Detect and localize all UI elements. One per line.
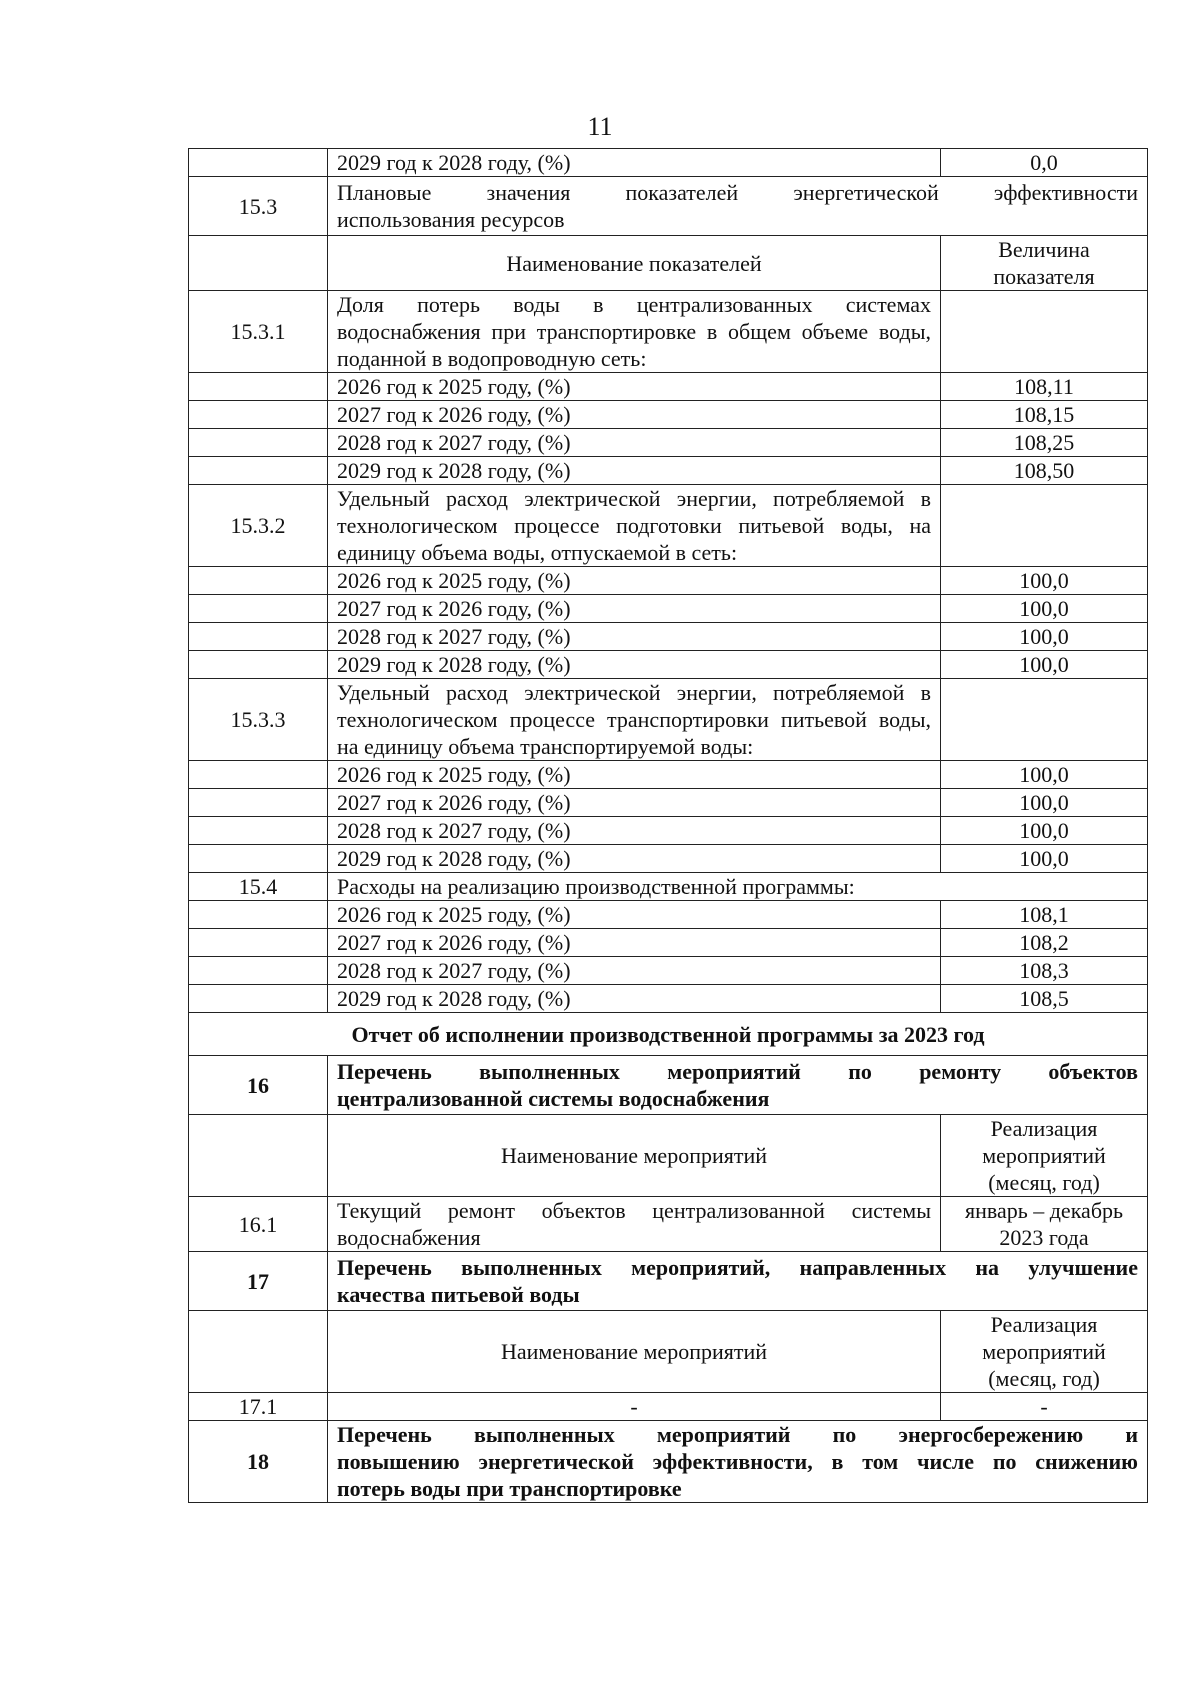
item-description: Доля потерь воды в централизованных системах водоснабжения при транспортировке в общем объеме воды, поданной в водопроводную сеть: xyxy=(328,291,941,373)
item-description: Удельный расход электрической энергии, потребляемой в технологическом процессе транспортировки питьевой воды, на единицу объема транспортируемой воды: xyxy=(328,679,941,761)
row-number: 17.1 xyxy=(189,1393,328,1421)
empty-cell xyxy=(189,1115,328,1197)
program-table xyxy=(188,148,1148,1503)
row-value: 0,0 xyxy=(941,149,1148,177)
table-row xyxy=(189,149,1148,177)
column-header-name: Наименование показателей xyxy=(328,236,941,291)
table-row xyxy=(189,401,1148,429)
row-label: 2029 год к 2028 году, (%) xyxy=(328,651,941,679)
table-row xyxy=(189,957,1148,985)
report-title-row xyxy=(189,1013,1148,1056)
empty-cell xyxy=(941,291,1148,373)
section-row-16 xyxy=(189,1056,1148,1115)
row-value: январь – декабрь 2023 года xyxy=(941,1197,1148,1252)
row-label: 2029 год к 2028 году, (%) xyxy=(328,149,941,177)
row-label: 2028 год к 2027 году, (%) xyxy=(328,623,941,651)
row-number: 16 xyxy=(189,1056,328,1115)
row-value: 108,5 xyxy=(941,985,1148,1013)
table-row xyxy=(189,651,1148,679)
empty-cell xyxy=(189,236,328,291)
row-value: 108,11 xyxy=(941,373,1148,401)
section-title xyxy=(328,1056,1148,1115)
section-title-line: повышению энергетической эффективности, в том числе по снижению xyxy=(337,1449,1138,1474)
table-row xyxy=(189,901,1148,929)
row-label: 2027 год к 2026 году, (%) xyxy=(328,595,941,623)
row-label: 2029 год к 2028 году, (%) xyxy=(328,985,941,1013)
row-value: 100,0 xyxy=(941,567,1148,595)
row-label: 2026 год к 2025 году, (%) xyxy=(328,567,941,595)
empty-cell xyxy=(189,429,328,457)
column-header-row xyxy=(189,1311,1148,1393)
row-value: 100,0 xyxy=(941,761,1148,789)
section-title xyxy=(328,177,1148,236)
row-value: 108,25 xyxy=(941,429,1148,457)
empty-cell xyxy=(189,651,328,679)
section-title-line: Перечень выполненных мероприятий по энергосбережению и xyxy=(337,1422,1138,1447)
column-header-row xyxy=(189,236,1148,291)
item-row-15-3-3 xyxy=(189,679,1148,761)
table-row xyxy=(189,985,1148,1013)
row-value: 100,0 xyxy=(941,595,1148,623)
column-header-name: Наименование мероприятий xyxy=(328,1311,941,1393)
empty-cell xyxy=(189,373,328,401)
row-value: 100,0 xyxy=(941,817,1148,845)
item-row-15-3-1 xyxy=(189,291,1148,373)
row-value: 100,0 xyxy=(941,623,1148,651)
item-description: - xyxy=(328,1393,941,1421)
row-number xyxy=(189,149,328,177)
column-header-value: Реализация мероприятий (месяц, год) xyxy=(941,1311,1148,1393)
page-number: 11 xyxy=(587,112,613,141)
row-label: 2027 год к 2026 году, (%) xyxy=(328,789,941,817)
section-title-line: потерь воды при транспортировке xyxy=(337,1476,682,1501)
row-value: 100,0 xyxy=(941,651,1148,679)
empty-cell xyxy=(189,817,328,845)
table-row xyxy=(189,817,1148,845)
section-row-18 xyxy=(189,1421,1148,1503)
section-title-line: Перечень выполненных мероприятий по ремонту объектов xyxy=(337,1059,1138,1084)
section-title-line: качества питьевой воды xyxy=(337,1282,580,1307)
row-number: 15.3.2 xyxy=(189,485,328,567)
row-value: 108,50 xyxy=(941,457,1148,485)
section-title xyxy=(328,1421,1148,1503)
column-header-name: Наименование мероприятий xyxy=(328,1115,941,1197)
row-label: 2028 год к 2027 году, (%) xyxy=(328,429,941,457)
row-label: 2029 год к 2028 году, (%) xyxy=(328,457,941,485)
row-value: 108,15 xyxy=(941,401,1148,429)
empty-cell xyxy=(189,789,328,817)
empty-cell xyxy=(189,957,328,985)
section-title-line: централизованной системы водоснабжения xyxy=(337,1086,770,1111)
section-title-line: Перечень выполненных мероприятий, направленных на улучшение xyxy=(337,1255,1138,1280)
section-title-line: использования ресурсов xyxy=(337,207,565,232)
section-row-15-3 xyxy=(189,177,1148,236)
row-label: 2026 год к 2025 году, (%) xyxy=(328,761,941,789)
table-row xyxy=(189,761,1148,789)
row-number: 17 xyxy=(189,1252,328,1311)
row-value: 100,0 xyxy=(941,845,1148,873)
row-value: 108,3 xyxy=(941,957,1148,985)
empty-cell xyxy=(189,1311,328,1393)
row-label: 2026 год к 2025 году, (%) xyxy=(328,373,941,401)
section-title xyxy=(328,1252,1148,1311)
empty-cell xyxy=(189,845,328,873)
empty-cell xyxy=(189,595,328,623)
empty-cell xyxy=(189,623,328,651)
row-value: 100,0 xyxy=(941,789,1148,817)
table-row xyxy=(189,457,1148,485)
row-number: 16.1 xyxy=(189,1197,328,1252)
table-row xyxy=(189,595,1148,623)
table-row xyxy=(189,789,1148,817)
empty-cell xyxy=(189,985,328,1013)
column-header-value: Величина показателя xyxy=(941,236,1148,291)
row-number: 15.3 xyxy=(189,177,328,236)
row-number: 18 xyxy=(189,1421,328,1503)
table-row xyxy=(189,429,1148,457)
table-row xyxy=(189,929,1148,957)
empty-cell xyxy=(189,761,328,789)
item-description: Текущий ремонт объектов централизованной системы водоснабжения xyxy=(328,1197,941,1252)
empty-cell xyxy=(189,457,328,485)
row-label: 2026 год к 2025 году, (%) xyxy=(328,901,941,929)
table-row xyxy=(189,567,1148,595)
item-row-15-4 xyxy=(189,873,1148,901)
row-label: 2027 год к 2026 году, (%) xyxy=(328,401,941,429)
column-header-row xyxy=(189,1115,1148,1197)
item-description: Удельный расход электрической энергии, потребляемой в технологическом процессе подготовки питьевой воды, на единицу объема воды, отпускаемой в сеть: xyxy=(328,485,941,567)
column-header-value: Реализация мероприятий (месяц, год) xyxy=(941,1115,1148,1197)
row-label: 2028 год к 2027 году, (%) xyxy=(328,817,941,845)
row-label: 2028 год к 2027 году, (%) xyxy=(328,957,941,985)
item-description: Расходы на реализацию производственной программы: xyxy=(328,873,1148,901)
empty-cell xyxy=(189,929,328,957)
row-label: 2027 год к 2026 году, (%) xyxy=(328,929,941,957)
table-row xyxy=(189,623,1148,651)
row-number: 15.4 xyxy=(189,873,328,901)
row-label: 2029 год к 2028 году, (%) xyxy=(328,845,941,873)
row-value: 108,1 xyxy=(941,901,1148,929)
item-row-17-1 xyxy=(189,1393,1148,1421)
empty-cell xyxy=(189,401,328,429)
table-row xyxy=(189,845,1148,873)
report-title: Отчет об исполнении производственной программы за 2023 год xyxy=(189,1013,1148,1056)
row-value: 108,2 xyxy=(941,929,1148,957)
item-row-15-3-2 xyxy=(189,485,1148,567)
section-title-line: Плановые значения показателей энергетической эффективности xyxy=(337,180,1138,205)
row-number: 15.3.1 xyxy=(189,291,328,373)
empty-cell xyxy=(941,485,1148,567)
section-row-17 xyxy=(189,1252,1148,1311)
item-row-16-1 xyxy=(189,1197,1148,1252)
row-value: - xyxy=(941,1393,1148,1421)
empty-cell xyxy=(941,679,1148,761)
row-number: 15.3.3 xyxy=(189,679,328,761)
empty-cell xyxy=(189,901,328,929)
empty-cell xyxy=(189,567,328,595)
table-row xyxy=(189,373,1148,401)
